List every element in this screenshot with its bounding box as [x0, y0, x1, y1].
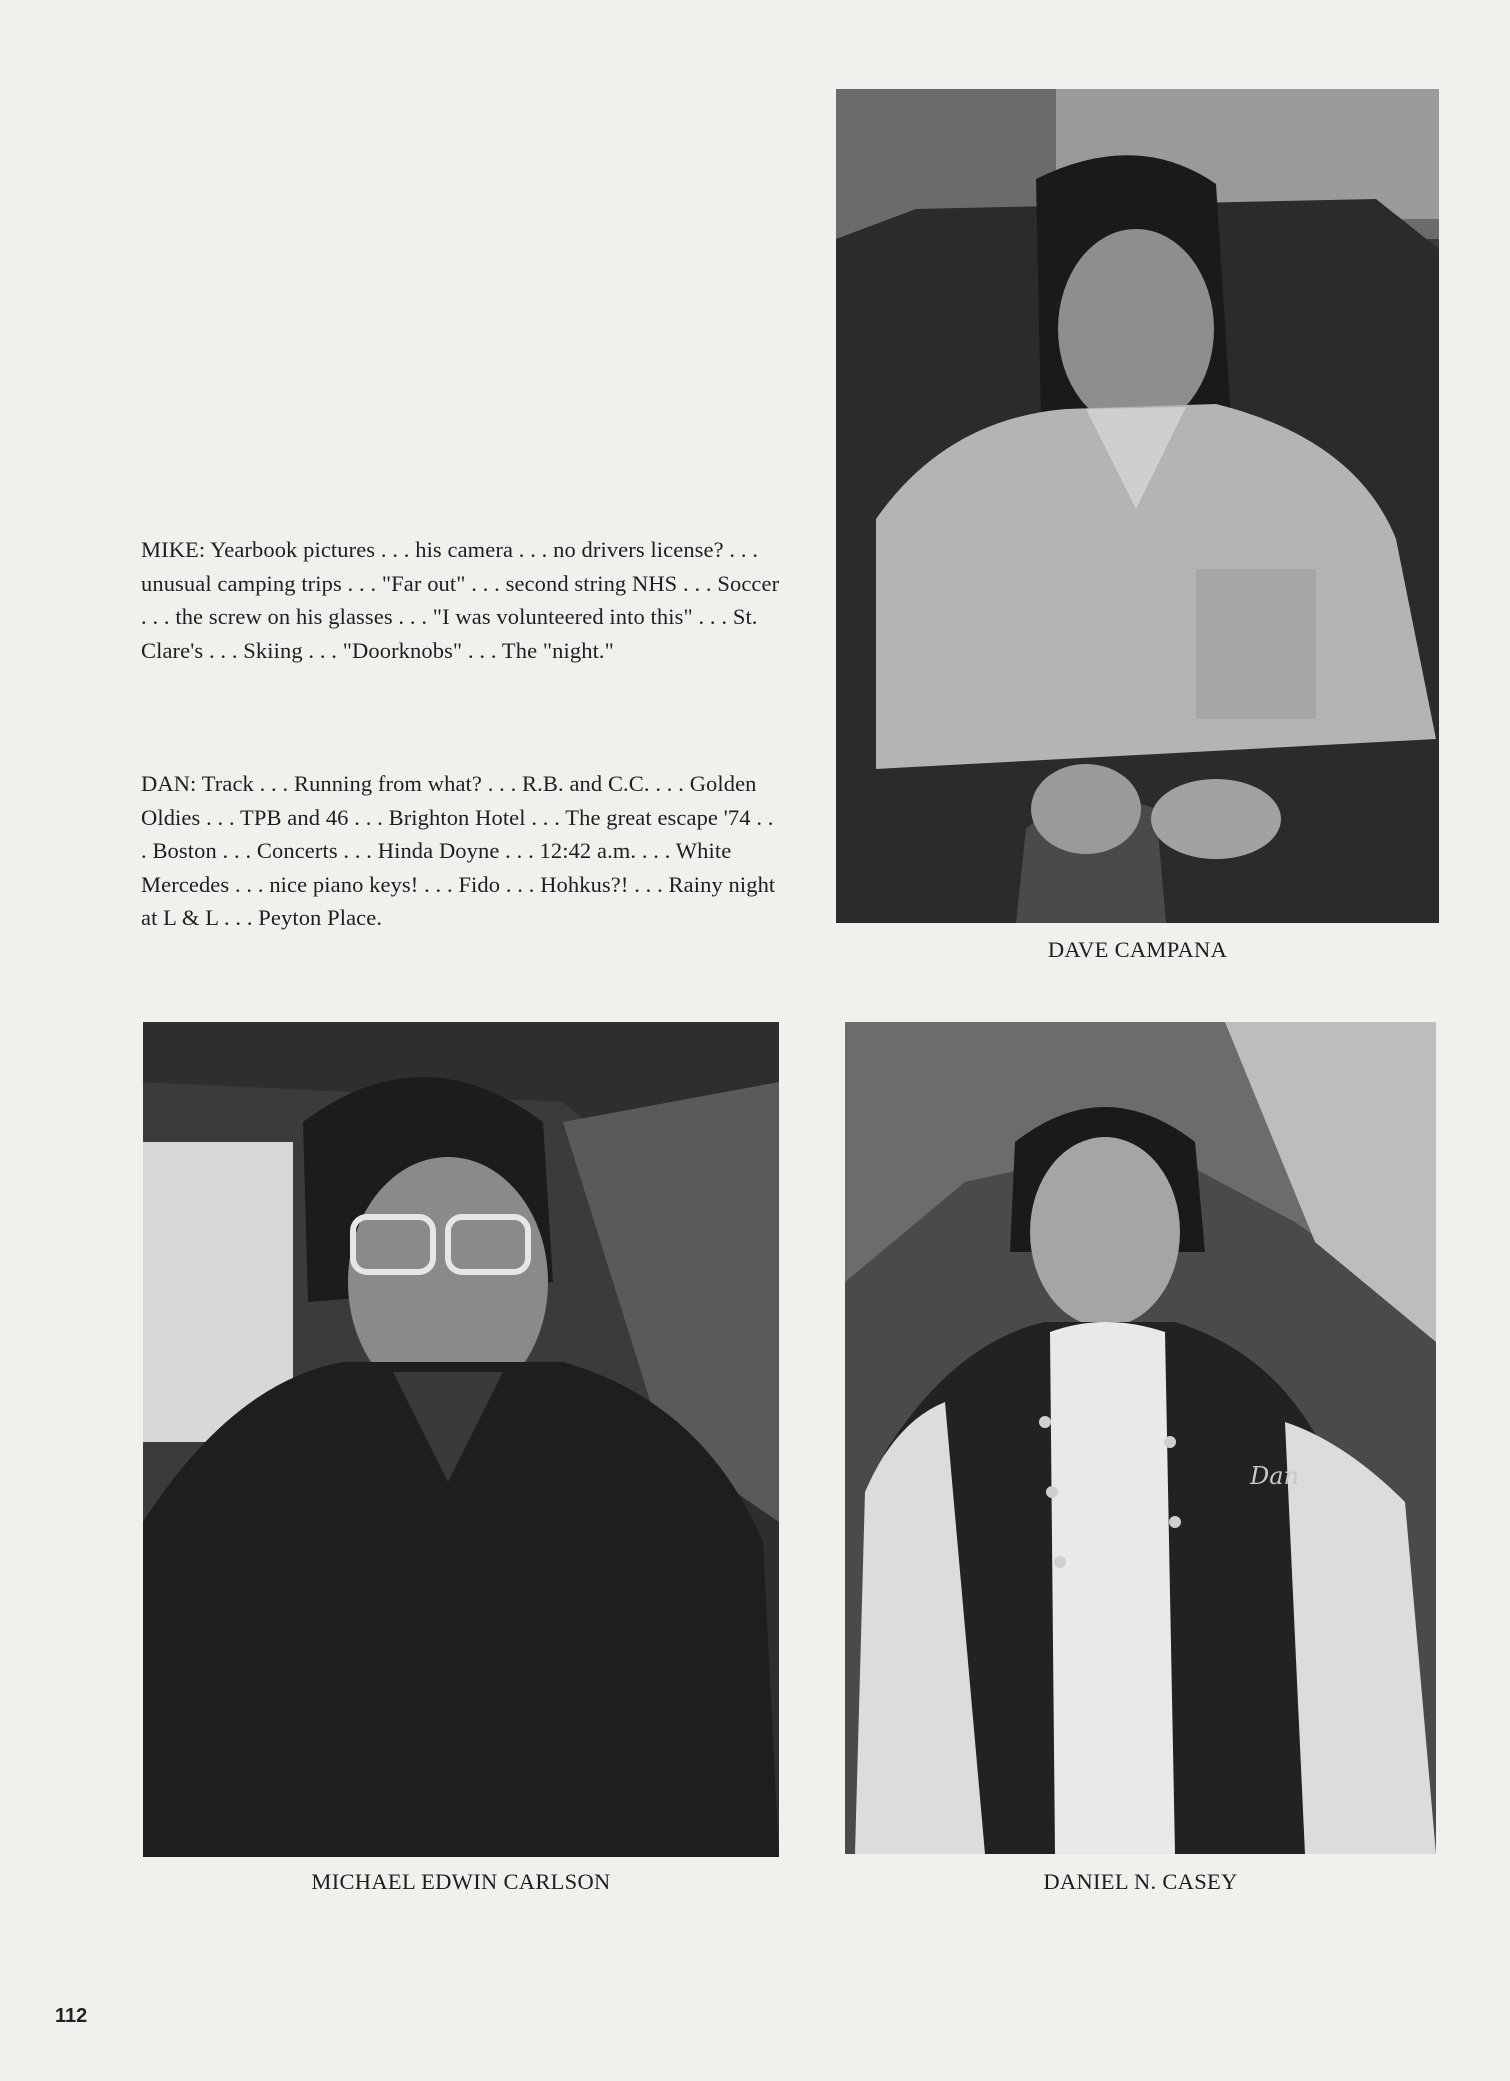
bio-dan: DAN: Track . . . Running from what? . . . R.B. and C.C. . . . Golden Oldies . . . TPB and 46 . . . Brighton Hotel . . . The great escape '74 . . . Boston . . . Concerts . . . Hinda Doyne . . . 12:42 a.m. . . . White Mercedes . . . nice piano keys! . . . Fido . . . Hohkus?! . . . Rainy night at L & L . . . Peyton Place.	[141, 771, 776, 930]
caption-michael-edwin-carlson: MICHAEL EDWIN CARLSON	[311, 1869, 611, 1894]
jacket-lettering-dan: Dan	[1250, 1462, 1300, 1490]
portrait-michael-edwin-carlson	[143, 1022, 779, 1857]
page-number: 112	[55, 2005, 88, 2027]
caption-dave-campana: DAVE CAMPANA	[1047, 937, 1228, 962]
portrait-daniel-n-casey	[845, 1022, 1436, 1854]
portrait-dave-campana	[836, 89, 1439, 923]
caption-daniel-n-casey: DANIEL N. CASEY	[1043, 1869, 1238, 1894]
bio-mike: MIKE: Yearbook pictures . . . his camera . . . no drivers license? . . . unusual camping trips . . . "Far out" . . . second string NHS . . . Soccer . . . the screw on his glasses . . . "I was volunteered into this" . . . St. Clare's . . . Skiing . . . "Doorknobs" . . . The "night."	[141, 537, 780, 663]
